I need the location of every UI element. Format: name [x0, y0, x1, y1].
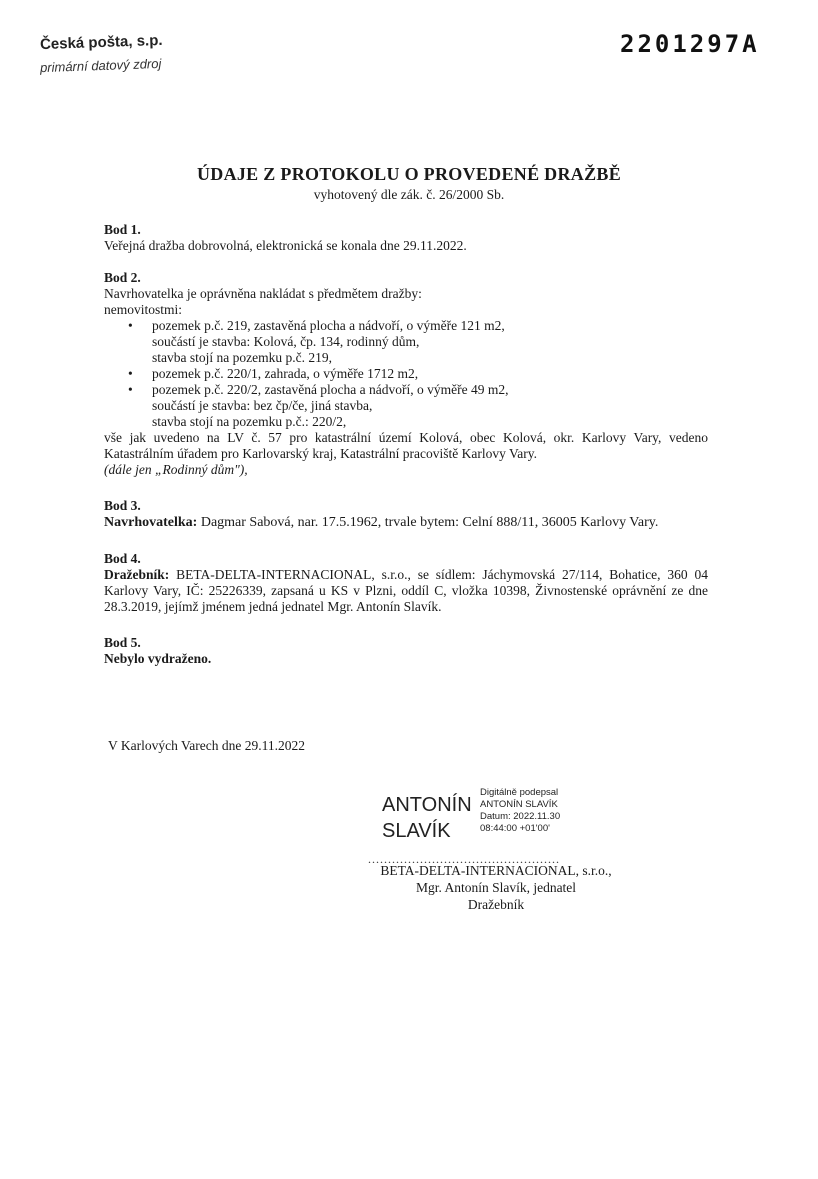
signatory-block	[356, 862, 636, 913]
document-number	[620, 30, 760, 58]
document-title: ÚDAJE Z PROTOKOLU O PROVEDENÉ DRAŽBĚ	[196, 164, 622, 184]
signature-dotted-line: ................................................	[368, 852, 560, 866]
section-heading: Bod 1.	[104, 222, 141, 237]
document-subtitle: vyhotovený dle zák. č. 26/2000 Sb.	[313, 187, 505, 202]
list-item-line: pozemek p.č. 220/2, zastavěná plocha a nádvoří, o výměře 49 m2,	[152, 382, 509, 397]
party-details: BETA-DELTA-INTERNACIONAL, s.r.o., se sídlem: Jáchymovská 27/114, Bohatice, 360 04 Karlovy Vary, IČ: 25226339, zapsaná u KS v Plzni, oddíl C, vložka 10398, Živnostenské oprávnění ze dne 28.3.2019, jejímž jménem jedná jednatel Mgr. Antonín Slavík.	[104, 567, 708, 614]
section-intro: nemovitostmi:	[104, 302, 183, 317]
property-alias: (dále jen „Rodinný dům"),	[104, 462, 248, 477]
party-label: Dražebník:	[104, 567, 170, 582]
party-label: Navrhovatelka:	[104, 515, 198, 530]
signature-metadata	[480, 787, 560, 835]
section-intro: Navrhovatelka je oprávněna nakládat s předmětem dražby:	[104, 286, 422, 301]
section-bod5	[104, 635, 708, 667]
signatory-person: Mgr. Antonín Slavík, jednatel	[415, 880, 577, 895]
property-list	[104, 318, 708, 430]
signature-name	[382, 792, 472, 844]
list-item-line: součástí je stavba: bez čp/če, jiná stavba,	[152, 398, 373, 413]
document-body	[104, 222, 708, 683]
document-number-digits: 2201297	[620, 30, 743, 58]
list-item-line: stavba stojí na pozemku p.č. 219,	[152, 350, 332, 365]
place-and-date: V Karlových Varech dne 29.11.2022	[108, 738, 305, 753]
signature-meta-line: ANTONÍN SLAVÍK	[480, 799, 558, 810]
signature-first-name: ANTONÍN	[382, 794, 472, 816]
section-bod4	[104, 551, 708, 615]
section-text	[104, 567, 708, 615]
section-bod3	[104, 498, 708, 531]
signatory-role: Dražebník	[467, 897, 525, 912]
bullet-icon: •	[128, 366, 133, 381]
list-item-line: stavba stojí na pozemku p.č.: 220/2,	[152, 414, 347, 429]
section-text: Veřejná dražba dobrovolná, elektronická se konala dne 29.11.2022.	[104, 238, 467, 253]
list-item-line: pozemek p.č. 219, zastavěná plocha a nádvoří, o výměře 121 m2,	[152, 318, 505, 333]
section-heading: Bod 5.	[104, 635, 141, 650]
list-item-line: součástí je stavba: Kolová, čp. 134, rodinný dům,	[152, 334, 420, 349]
list-item-line: pozemek p.č. 220/1, zahrada, o výměře 1712 m2,	[152, 366, 419, 381]
signature-last-name: SLAVÍK	[382, 820, 451, 842]
auction-result: Nebylo vydraženo.	[104, 651, 212, 666]
bullet-icon: •	[128, 382, 133, 397]
bullet-icon: •	[128, 318, 133, 333]
stamp-organization: Česká pošta, s.p.	[39, 31, 163, 54]
list-item	[128, 318, 708, 366]
list-item	[128, 382, 708, 430]
stamp-source: primární datový zdroj	[39, 55, 162, 76]
section-heading: Bod 4.	[104, 551, 141, 566]
signature-meta-line: Digitálně podepsal	[480, 787, 559, 798]
list-item	[128, 366, 708, 382]
section-heading: Bod 2.	[104, 270, 141, 285]
party-details: Dagmar Sabová, nar. 17.5.1962, trvale bytem: Celní 888/11, 36005 Karlovy Vary.	[197, 515, 659, 530]
signature-meta-line: Datum: 2022.11.30	[480, 811, 561, 822]
section-bod2	[104, 270, 708, 478]
signatory-company: BETA-DELTA-INTERNACIONAL, s.r.o.,	[380, 863, 612, 878]
property-summary: vše jak uvedeno na LV č. 57 pro katastrální území Kolová, obec Kolová, okr. Karlovy Vary, vedeno Katastrálním úřadem pro Karlovarský kraj, Katastrální pracoviště Karlovy Vary.	[104, 430, 708, 461]
section-bod1	[104, 222, 708, 254]
document-mark: A	[742, 30, 760, 58]
signature-meta-line: 08:44:00 +01'00'	[480, 823, 550, 834]
section-heading: Bod 3.	[104, 498, 141, 513]
section-text	[104, 514, 708, 531]
